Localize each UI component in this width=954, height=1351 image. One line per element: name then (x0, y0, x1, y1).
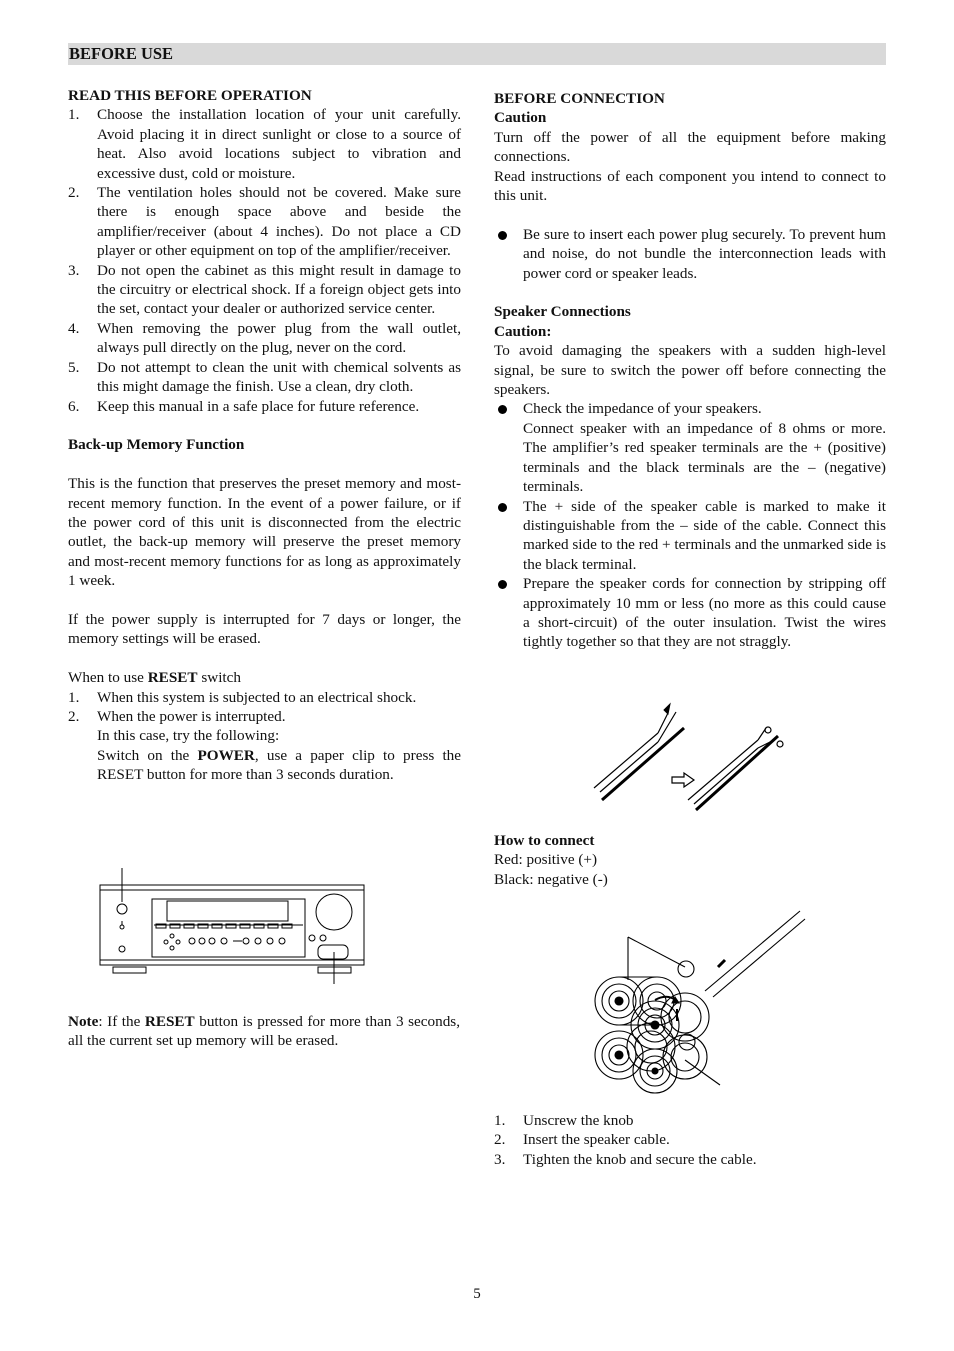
connection-heading: BEFORE CONNECTION (494, 90, 665, 107)
list-item: The + side of the speaker cable is marked to make it distinguishable from the – side of the cable. Connect this marked side to the red + terminals and the unmarked side is the black terminal. (494, 497, 886, 575)
speaker-terminals-figure (585, 905, 810, 1095)
list-item: 1. Choose the installation location of your unit carefully. Avoid placing it in direct sunlight or close to a source of heat. Also avoid locations subject to vibration and excessive dust, cold or moisture. (68, 106, 461, 182)
black-negative-label: Black: negative (-) (494, 870, 608, 888)
backup-paragraph-2: If the power supply is interrupted for 7 days or longer, the memory settings will be erased. (68, 610, 461, 648)
receiver-front-panel-figure (96, 868, 370, 984)
connection-paragraph-2: Read instructions of each component you intend to connect to this unit. (494, 167, 886, 205)
list-item: 5. Do not attempt to clean the unit with chemical solvents as this might damage the finish. Use a clean, dry cloth. (68, 358, 461, 396)
right-column (494, 89, 886, 652)
backup-paragraph: This is the function that preserves the preset memory and most-recent memory function. In the event of a power failure, or if the power cord of this unit is disconnected from the electric outlet, the back-up memory will preserve the preset memory and most-recent memory functions for as long as approximately 1 week. (68, 475, 461, 590)
list-item: 3. Tighten the knob and secure the cable. (494, 1150, 757, 1168)
list-item: 1. Unscrew the knob (494, 1112, 634, 1129)
list-item: 6. Keep this manual in a safe place for future reference. (68, 397, 420, 415)
speaker-bullets (494, 399, 886, 651)
red-positive-label: Red: positive (+) (494, 851, 598, 869)
reset-intro: When to use RESET switch (68, 669, 241, 687)
left-column (68, 86, 461, 785)
section-header-bar (68, 43, 886, 65)
list-item: 2. The ventilation holes should not be covered. Make sure there is enough space above and beside the amplifier/receiver (about 4 inches). Do not place a CD player or other equipment on top of the amplifier/receiver. (68, 184, 461, 260)
list-item: Prepare the speaker cords for connection by stripping off approximately 10 mm or less (no more as this could cause a short-circuit) of the outer insulation. Twist the wires tightly together so that they are not straggly. (494, 574, 886, 652)
caution-heading: Caution (494, 109, 547, 127)
read-list (68, 105, 461, 416)
connection-bullets (494, 225, 886, 283)
how-heading: How to connect (494, 832, 595, 849)
speaker-heading: Speaker Connections (494, 303, 631, 321)
section-title: BEFORE USE (69, 44, 174, 63)
speaker-paragraph: To avoid damaging the speakers with a sudden high-level signal, be sure to switch the power off before connecting the speakers. (494, 342, 886, 399)
list-item: 4. When removing the power plug from the wall outlet, always pull directly on the plug, never on the cord. (68, 319, 461, 357)
list-item: Be sure to insert each power plug securely. To prevent hum and noise, do not bundle the interconnection leads with power cord or speaker leads. (494, 225, 886, 283)
cable-stripping-figure (588, 700, 793, 812)
connect-steps (494, 1111, 886, 1169)
page-number: 5 (473, 1286, 481, 1302)
list-item: 2. When the power is interrupted. In this case, try the following: Switch on the POWER, use a paper clip to press the RESET button for more than 3 seconds duration. (68, 707, 461, 784)
how-to-connect-block (494, 831, 886, 889)
note-paragraph: Note: If the RESET button is pressed for more than 3 seconds, all the current set up memory will be erased. (68, 1013, 461, 1050)
reset-list (68, 688, 461, 785)
backup-heading: Back-up Memory Function (68, 436, 245, 454)
speaker-caution: Caution: (494, 322, 552, 340)
connection-paragraph: Turn off the power of all the equipment before making connections. (494, 128, 886, 166)
list-item: 1. When this system is subjected to an electrical shock. (68, 688, 417, 706)
list-item: 3. Do not open the cabinet as this might result in damage to the circuitry or electrical shock. If a foreign object gets into the set, contact your dealer or authorized service center. (68, 261, 461, 318)
list-item: 2. Insert the speaker cable. (494, 1131, 670, 1149)
list-item: Check the impedance of your speakers. Connect speaker with an impedance of 8 ohms or more. The amplifier’s red speaker terminals are the + (positive) terminals and the black terminals are the – (negative) terminals. (494, 399, 886, 496)
read-heading: READ THIS BEFORE OPERATION (68, 87, 312, 104)
